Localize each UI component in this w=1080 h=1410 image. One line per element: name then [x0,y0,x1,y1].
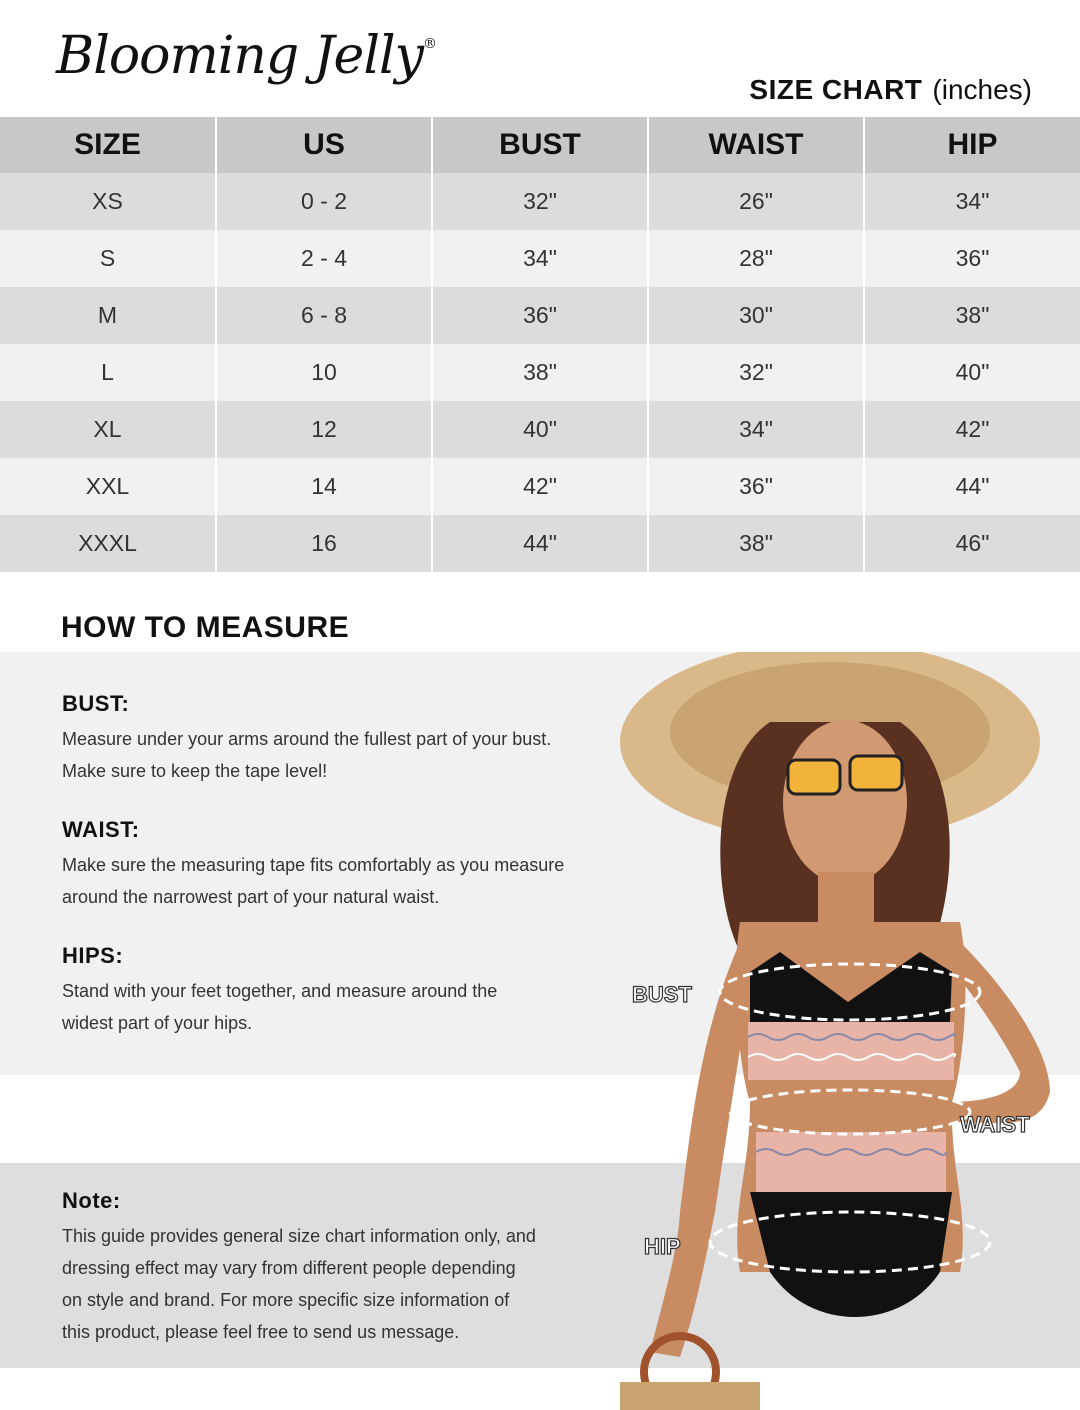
header-bust: BUST [432,117,648,173]
table-row [0,458,1080,515]
how-to-measure-title: HOW TO MEASURE [61,611,350,644]
waist-label: WAIST [960,1112,1030,1137]
cell-us: 14 [216,458,432,515]
cell-hip: 42" [864,401,1080,458]
cell-size: XL [0,401,216,458]
face [783,720,907,884]
straw-bag [620,1382,760,1410]
cell-size: M [0,287,216,344]
right-arm [950,942,1050,1123]
bikini-bottom [750,1192,952,1317]
cell-waist: 32" [648,344,864,401]
hip-label: HIP [644,1234,681,1259]
cell-hip: 44" [864,458,1080,515]
table-row [0,230,1080,287]
waist-heading: WAIST: [62,817,140,842]
cell-us: 10 [216,344,432,401]
cell-hip: 38" [864,287,1080,344]
cell-bust: 38" [432,344,648,401]
model-photo [600,652,1080,1410]
note-text-line: dressing effect may vary from different people depending [62,1258,516,1278]
cell-waist: 36" [648,458,864,515]
bust-text-line: Make sure to keep the tape level! [62,761,328,781]
cell-bust: 40" [432,401,648,458]
hips-heading: HIPS: [62,943,124,968]
cell-bust: 44" [432,515,648,572]
cell-size: XS [0,173,216,230]
size-chart-title [749,74,1032,106]
cell-us: 0 - 2 [216,173,432,230]
table-row [0,401,1080,458]
cell-us: 2 - 4 [216,230,432,287]
cell-bust: 34" [432,230,648,287]
waist-text-line: Make sure the measuring tape fits comfortably as you measure [62,855,565,875]
note-text-line: This guide provides general size chart information only, and [62,1226,536,1246]
bust-instructions [62,691,642,787]
table-row [0,173,1080,230]
cell-size: XXXL [0,515,216,572]
cell-hip: 34" [864,173,1080,230]
note-heading: Note: [62,1188,121,1213]
cell-waist: 26" [648,173,864,230]
table-header-row [0,117,1080,173]
top-band [748,1022,954,1080]
sunglasses [788,760,840,794]
waist-text-line: around the narrowest part of your natural waist. [62,887,440,907]
cell-us: 6 - 8 [216,287,432,344]
header-waist: WAIST [648,117,864,173]
brand-logo: Blooming Jelly® [56,26,436,86]
cell-bust: 42" [432,458,648,515]
header-hip: HIP [864,117,1080,173]
size-table [0,117,1080,572]
hips-text-line: Stand with your feet together, and measure around the [62,981,498,1001]
note-section [62,1188,602,1348]
cell-bust: 36" [432,287,648,344]
cell-bust: 32" [432,173,648,230]
cell-hip: 40" [864,344,1080,401]
cell-waist: 34" [648,401,864,458]
header-size: SIZE [0,117,216,173]
size-chart-label: SIZE CHART [749,74,923,105]
cell-size: S [0,230,216,287]
cell-us: 16 [216,515,432,572]
note-text-line: this product, please feel free to send us message. [62,1322,460,1342]
note-text-line: on style and brand. For more specific size information of [62,1290,510,1310]
cell-hip: 46" [864,515,1080,572]
table-row [0,287,1080,344]
table-row [0,344,1080,401]
cell-size: L [0,344,216,401]
cell-waist: 28" [648,230,864,287]
size-chart-unit: (inches) [932,74,1032,105]
waist-instructions [62,817,642,913]
cell-size: XXL [0,458,216,515]
bottom-band [756,1132,946,1192]
header-us: US [216,117,432,173]
hips-text-line: widest part of your hips. [62,1013,253,1033]
bust-heading: BUST: [62,691,130,716]
bust-label: BUST [632,982,692,1007]
hips-instructions [62,943,642,1039]
cell-us: 12 [216,401,432,458]
bust-text-line: Measure under your arms around the fullest part of your bust. [62,729,552,749]
cell-waist: 30" [648,287,864,344]
cell-hip: 36" [864,230,1080,287]
cell-waist: 38" [648,515,864,572]
table-row [0,515,1080,572]
